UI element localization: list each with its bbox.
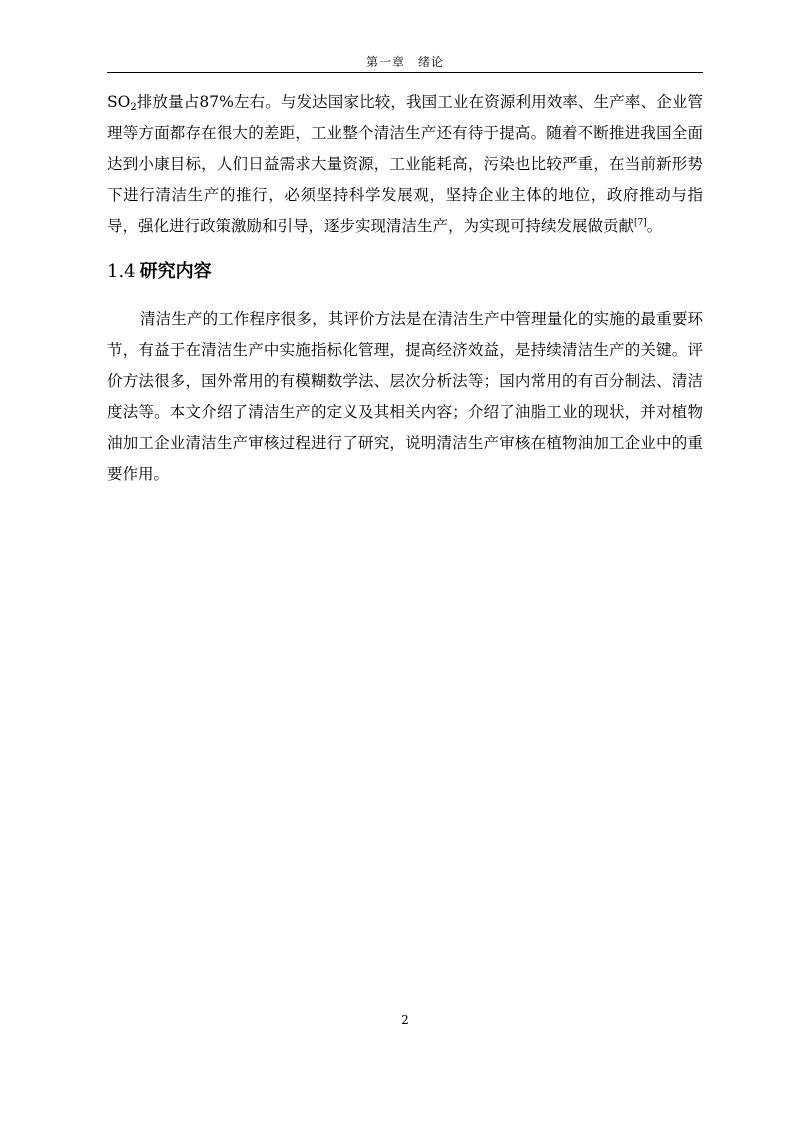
section-title: 研究内容 [139,261,212,282]
paragraph-1-end: 。 [646,217,663,235]
body-paragraph-1 [107,87,703,242]
section-heading [107,258,212,286]
section-number: 1.4 [107,261,136,282]
running-header: 第一章 绪论 [365,55,444,69]
so2-symbol: SO [107,93,131,111]
citation-7[interactable]: [7] [634,218,647,228]
paragraph-1-text: 排放量占87%左右。与发达国家比较，我国工业在资源利用效率、生产率、企业管理等方面都存在很大的差距，工业整个清洁生产还有待于提高。随着不断推进我国全面达到小康目标，人们日益需求大量资源，工业能耗高，污染也比较严重，在当前新形势下进行清洁生产的推行，必须坚持科学发展观，坚持企业主体的地位，政府推动与指导，强化进行政策激励和引导，逐步实现清洁生产，为实现可持续发展做贡献 [107,93,703,235]
so2-subscript: 2 [130,102,137,113]
body-paragraph-2: 清洁生产的工作程序很多，其评价方法是在清洁生产中管理量化的实施的最重要环节，有益于在清洁生产中实施指标化管理，提高经济效益，是持续清洁生产的关键。评价方法很多，国外常用的有模糊数学法、层次分析法等；国内常用的有百分制法、清洁度法等。本文介绍了清洁生产的定义及其相关内容；介绍了油脂工业的现状，并对植物油加工企业清洁生产审核过程进行了研究，说明清洁生产审核在植物油加工企业中的重要作用。 [107,310,703,483]
header-rule [107,72,703,73]
page-number: 2 [401,1013,409,1027]
so2-formula [107,93,137,111]
